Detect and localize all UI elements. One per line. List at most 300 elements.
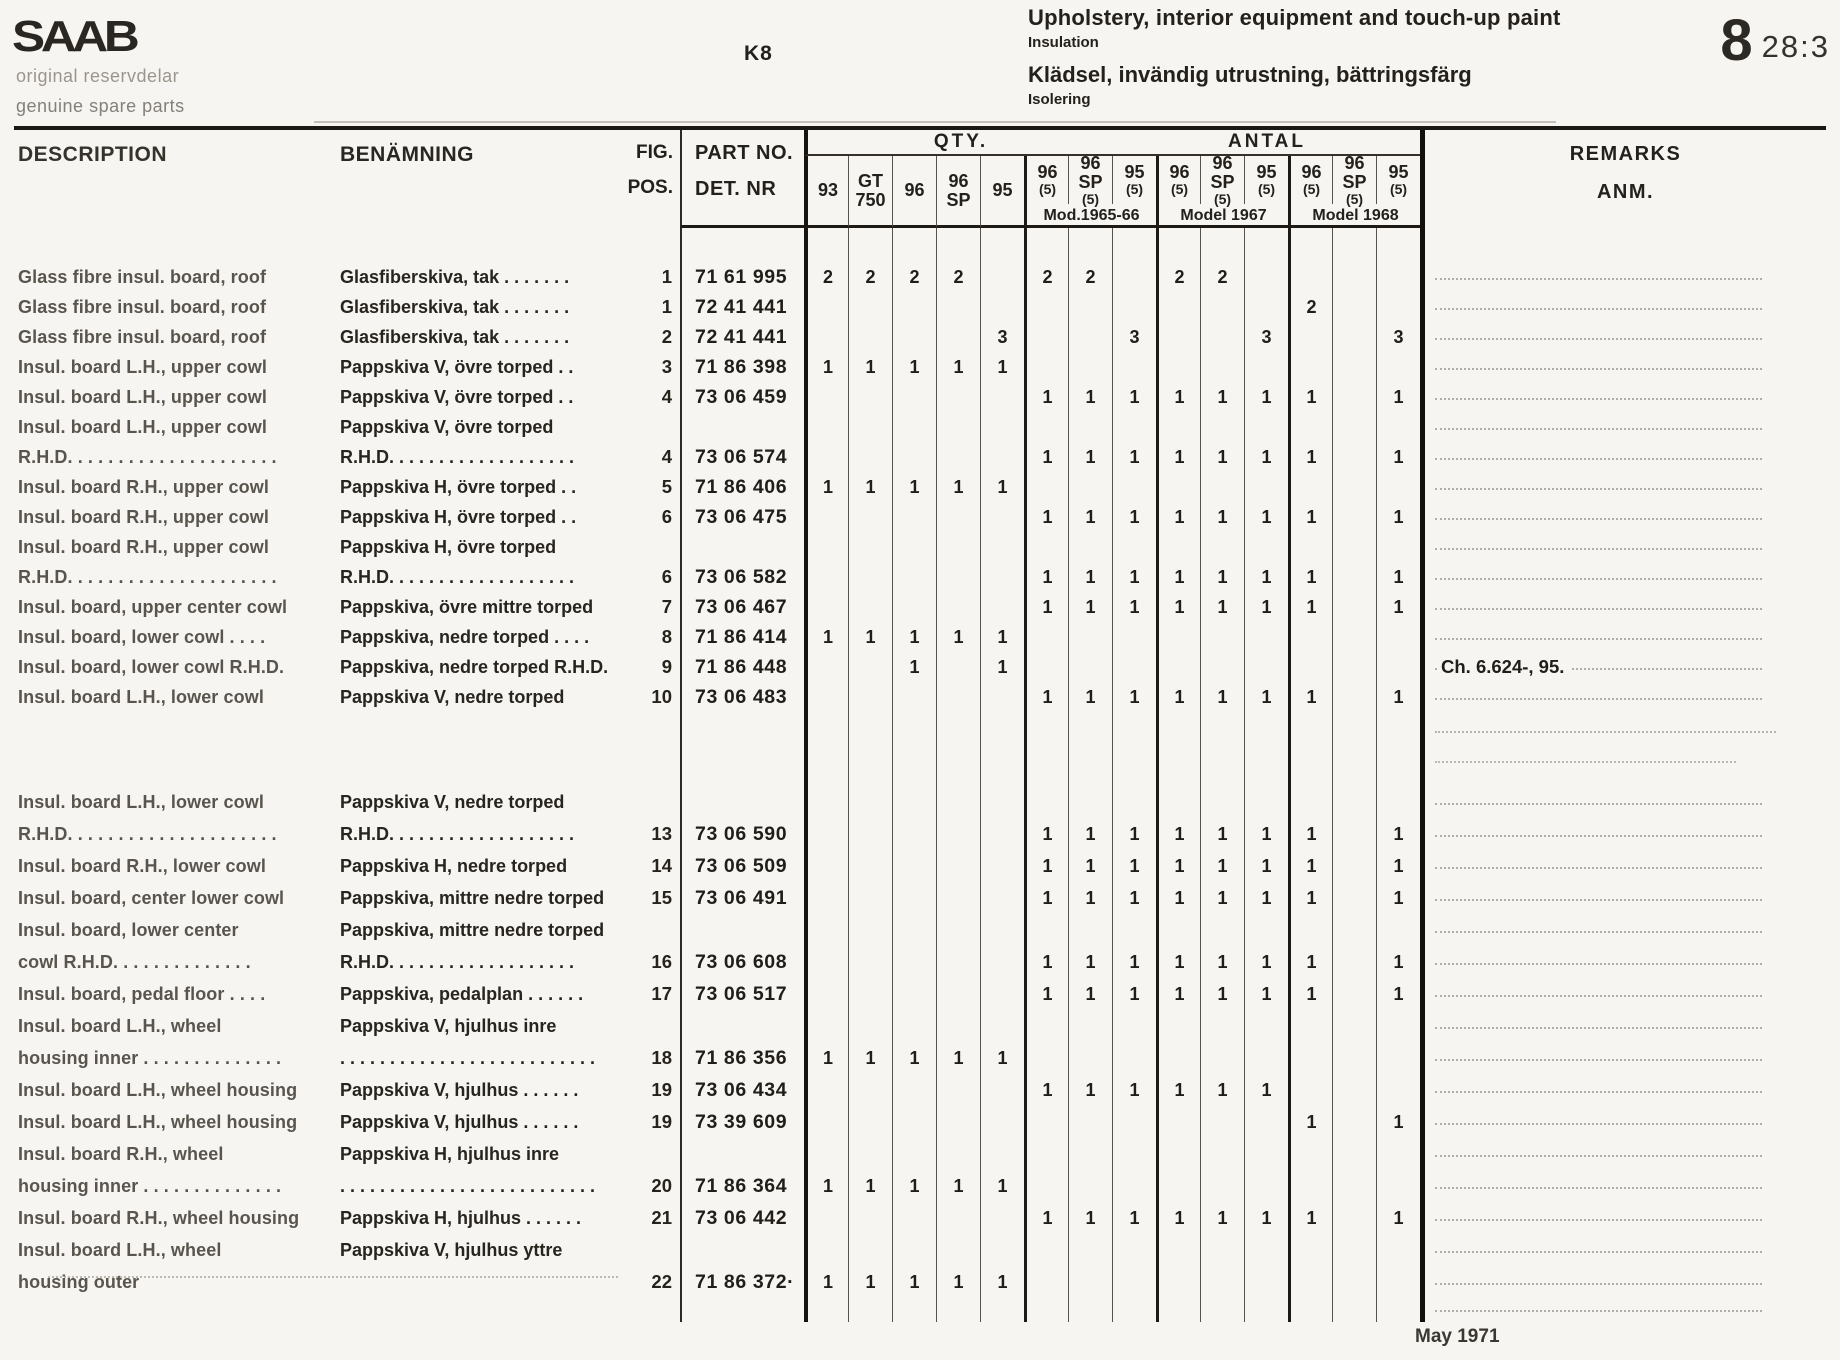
- qty-cell: [1376, 1234, 1420, 1266]
- qty-cell: [936, 532, 980, 562]
- qty-cell: [1024, 1234, 1068, 1266]
- qty-cell: 1: [1024, 442, 1068, 472]
- spacer-cell: [1156, 712, 1200, 786]
- qty-cell: [1112, 786, 1156, 818]
- qty-cell: [1332, 442, 1376, 472]
- qty-cell: [936, 292, 980, 322]
- qty-cell: 1: [1200, 818, 1244, 850]
- qty-cell: 1: [1244, 592, 1288, 622]
- spacer-cell: [1024, 228, 1068, 262]
- qty-cell: [980, 382, 1024, 412]
- qty-cell: [1156, 532, 1200, 562]
- qty-cell: 1: [1024, 382, 1068, 412]
- remarks-cell: [1420, 1010, 1826, 1042]
- qty-cell: [1376, 1010, 1420, 1042]
- description-cell: Insul. board R.H., upper cowl: [18, 476, 269, 497]
- qty-cell: [804, 382, 848, 412]
- qty-cell: 1: [1288, 946, 1332, 978]
- part-number-cell: [680, 412, 804, 442]
- part-number-cell: [680, 1234, 804, 1266]
- qty-cell: [1068, 1170, 1112, 1202]
- qty-cell: 1: [1156, 818, 1200, 850]
- part-number-cell: 73 06 517: [680, 978, 804, 1010]
- spacer-cell: [680, 228, 804, 262]
- qty-cell: 1: [1112, 818, 1156, 850]
- spacer-cell: [624, 712, 680, 786]
- remarks-cell: [1420, 262, 1826, 292]
- qty-label: QTY.: [933, 131, 989, 152]
- spacer-cell: [936, 228, 980, 262]
- spacer-cell: [1288, 228, 1332, 262]
- qty-cell: [1112, 292, 1156, 322]
- qty-cell: 1: [1112, 502, 1156, 532]
- qty-cell: [848, 1010, 892, 1042]
- qty-cell: [804, 946, 848, 978]
- spacer-cell: [624, 1298, 680, 1322]
- fig-pos-cell: 2: [661, 326, 672, 347]
- qty-cell: [1112, 1170, 1156, 1202]
- qty-cell: [804, 532, 848, 562]
- qty-cell: [1024, 1266, 1068, 1298]
- benamning-cell: Pappskiva V, hjulhus . . . . . .: [340, 1111, 579, 1132]
- model-year-group-label: Mod.1965-66: [1024, 204, 1156, 228]
- qty-cell: [1332, 592, 1376, 622]
- fig-pos-cell: 18: [651, 1047, 672, 1068]
- qty-cell: [892, 1202, 936, 1234]
- qty-cell: [1200, 322, 1244, 352]
- benamning-cell: Pappskiva H, övre torped: [340, 536, 557, 557]
- qty-cell: [1244, 532, 1288, 562]
- qty-cell: [980, 914, 1024, 946]
- qty-cell: [936, 1202, 980, 1234]
- qty-cell: [936, 592, 980, 622]
- fig-pos-cell: 13: [651, 823, 672, 844]
- qty-cell: [1332, 502, 1376, 532]
- qty-cell: [1332, 1074, 1376, 1106]
- qty-cell: [1068, 1234, 1112, 1266]
- fig-pos-column-header: [624, 130, 680, 228]
- qty-cell: [1376, 352, 1420, 382]
- part-no-column-header: [680, 130, 804, 228]
- benamning-cell: Pappskiva, övre mittre torped: [340, 596, 594, 617]
- fig-pos-cell: 6: [661, 506, 672, 527]
- remarks-cell: [1420, 914, 1826, 946]
- qty-cell: [1288, 1074, 1332, 1106]
- qty-column-header: 96: [892, 156, 936, 228]
- qty-cell: [1376, 1074, 1420, 1106]
- qty-cell: [1024, 352, 1068, 382]
- qty-cell: [936, 850, 980, 882]
- qty-cell: 1: [1200, 442, 1244, 472]
- qty-cell: [980, 786, 1024, 818]
- qty-cell: 1: [1376, 682, 1420, 712]
- qty-cell: 1: [1024, 592, 1068, 622]
- qty-cell: [1332, 1234, 1376, 1266]
- qty-cell: 1: [1068, 682, 1112, 712]
- qty-cell: 1: [1376, 978, 1420, 1010]
- qty-cell: 1: [936, 1170, 980, 1202]
- qty-cell: [1068, 914, 1112, 946]
- spacer-cell: [892, 228, 936, 262]
- qty-cell: [936, 978, 980, 1010]
- qty-cell: [980, 262, 1024, 292]
- qty-cell: 1: [1156, 502, 1200, 532]
- qty-cell: 1: [1068, 502, 1112, 532]
- description-cell: housing inner . . . . . . . . . . . . . .: [18, 1047, 282, 1068]
- qty-cell: [892, 1074, 936, 1106]
- qty-cell: 1: [1156, 592, 1200, 622]
- qty-cell: 1: [1112, 682, 1156, 712]
- qty-cell: 3: [1376, 322, 1420, 352]
- qty-cell: 1: [1288, 562, 1332, 592]
- qty-cell: 1: [1200, 562, 1244, 592]
- part-number-cell: [680, 532, 804, 562]
- qty-cell: 1: [1244, 382, 1288, 412]
- qty-cell: [1288, 1234, 1332, 1266]
- qty-cell: 1: [1068, 1202, 1112, 1234]
- spacer-cell: [1200, 1298, 1244, 1322]
- fig-pos-cell: [624, 1234, 680, 1266]
- qty-cell: [1332, 412, 1376, 442]
- spacer-cell: [1068, 228, 1112, 262]
- qty-cell: 1: [1068, 882, 1112, 914]
- remarks-cell: [1420, 472, 1826, 502]
- qty-cell: [1376, 532, 1420, 562]
- spacer-cell: [1376, 228, 1420, 262]
- qty-cell: [804, 442, 848, 472]
- qty-cell: [1200, 1266, 1244, 1298]
- qty-cell: [1332, 262, 1376, 292]
- qty-cell: 1: [1024, 1074, 1068, 1106]
- qty-cell: 1: [1376, 818, 1420, 850]
- spacer-cell: [680, 712, 804, 786]
- fig-pos-cell: 5: [661, 476, 672, 497]
- qty-cell: [804, 882, 848, 914]
- remarks-cell: [1420, 1266, 1826, 1298]
- qty-cell: 1: [1376, 442, 1420, 472]
- qty-cell: [848, 1106, 892, 1138]
- qty-cell: [1332, 622, 1376, 652]
- remarks-cell: [1420, 1170, 1826, 1202]
- qty-cell: [1332, 786, 1376, 818]
- qty-cell: [1112, 1266, 1156, 1298]
- qty-cell: [1024, 622, 1068, 652]
- qty-column-header: 96 SP: [936, 156, 980, 228]
- benamning-cell: Pappskiva V, hjulhus yttre: [340, 1239, 563, 1260]
- qty-cell: [804, 818, 848, 850]
- spacer-cell: [1024, 712, 1068, 786]
- spacer-cell: [804, 1298, 848, 1322]
- qty-cell: 1: [1156, 946, 1200, 978]
- qty-cell: [1288, 786, 1332, 818]
- qty-cell: 1: [892, 1042, 936, 1074]
- qty-column-header: 96 (5): [1024, 156, 1068, 204]
- benamning-cell: Pappskiva H, nedre torped: [340, 855, 568, 876]
- qty-cell: [804, 1138, 848, 1170]
- qty-cell: 1: [804, 1266, 848, 1298]
- qty-cell: 2: [1068, 262, 1112, 292]
- benamning-cell: [338, 1266, 624, 1298]
- qty-cell: [892, 1106, 936, 1138]
- qty-cell: 1: [980, 352, 1024, 382]
- benamning-cell: Glasfiberskiva, tak . . . . . . .: [340, 266, 570, 287]
- qty-cell: 1: [1244, 442, 1288, 472]
- qty-cell: 1: [892, 652, 936, 682]
- benamning-cell: Pappskiva V, hjulhus . . . . . .: [340, 1079, 579, 1100]
- qty-cell: [1332, 322, 1376, 352]
- part-number-cell: 73 06 442: [680, 1202, 804, 1234]
- spacer-cell: [1200, 228, 1244, 262]
- description-cell: Insul. board L.H., lower cowl: [18, 791, 264, 812]
- qty-cell: [1376, 786, 1420, 818]
- remarks-cell: [1420, 412, 1826, 442]
- benamning-cell: Pappskiva V, hjulhus inre: [340, 1015, 557, 1036]
- qty-cell: [848, 322, 892, 352]
- qty-cell: [804, 1234, 848, 1266]
- qty-cell: [892, 532, 936, 562]
- qty-cell: [1200, 412, 1244, 442]
- qty-cell: 1: [1244, 850, 1288, 882]
- benamning-cell: Pappskiva, mittre nedre torped: [340, 887, 605, 908]
- qty-cell: [1332, 914, 1376, 946]
- fig-pos-cell: [624, 786, 680, 818]
- page-number-major: 8: [1720, 8, 1753, 73]
- qty-cell: [980, 1138, 1024, 1170]
- qty-cell: 1: [804, 352, 848, 382]
- spacer-cell: [848, 712, 892, 786]
- benamning-cell: Pappskiva V, nedre torped: [340, 791, 565, 812]
- qty-cell: [804, 682, 848, 712]
- qty-cell: [892, 322, 936, 352]
- page-number-minor: 28:3: [1761, 29, 1830, 64]
- qty-cell: [1332, 1170, 1376, 1202]
- qty-cell: 1: [1376, 1106, 1420, 1138]
- qty-cell: 1: [1200, 502, 1244, 532]
- qty-cell: 2: [848, 262, 892, 292]
- qty-cell: [1112, 1106, 1156, 1138]
- qty-cell: [1200, 1138, 1244, 1170]
- page-subtitle-english: Insulation: [1028, 34, 1099, 51]
- description-cell: Glass fibre insul. board, roof: [18, 296, 267, 317]
- qty-cell: [804, 592, 848, 622]
- fig-pos-cell: 19: [651, 1079, 672, 1100]
- remarks-cell: [1420, 1138, 1826, 1170]
- qty-cell: 1: [1112, 1202, 1156, 1234]
- qty-cell: [936, 914, 980, 946]
- fig-pos-cell: 17: [651, 983, 672, 1004]
- spacer-cell: [1376, 712, 1420, 786]
- qty-cell: [1332, 850, 1376, 882]
- part-number-cell: 71 86 406: [680, 472, 804, 502]
- qty-cell: [804, 322, 848, 352]
- qty-cell: 3: [980, 322, 1024, 352]
- part-number-cell: 71 86 372·: [680, 1266, 804, 1298]
- qty-column-header: 93: [804, 156, 848, 228]
- qty-cell: [848, 1202, 892, 1234]
- qty-cell: 1: [1288, 1106, 1332, 1138]
- qty-cell: 1: [1156, 382, 1200, 412]
- qty-cell: 2: [1156, 262, 1200, 292]
- qty-cell: 1: [848, 1170, 892, 1202]
- qty-cell: [1332, 382, 1376, 412]
- qty-cell: [980, 1234, 1024, 1266]
- qty-cell: [892, 1010, 936, 1042]
- remarks-cell: [1420, 786, 1826, 818]
- qty-cell: [1024, 652, 1068, 682]
- qty-cell: [936, 412, 980, 442]
- qty-cell: 1: [1376, 1202, 1420, 1234]
- spacer-cell: [1244, 712, 1288, 786]
- spacer-cell: [1376, 1298, 1420, 1322]
- remarks-column-header: [1420, 130, 1826, 228]
- qty-cell: 1: [1112, 442, 1156, 472]
- qty-cell: [1200, 914, 1244, 946]
- benamning-cell: Pappskiva H, övre torped . .: [340, 506, 577, 527]
- remarks-cell: [1420, 592, 1826, 622]
- qty-cell: [1200, 1106, 1244, 1138]
- benamning-cell: Pappskiva V, övre torped . .: [340, 356, 574, 377]
- qty-cell: 2: [1288, 292, 1332, 322]
- qty-column-header: 96 SP (5): [1332, 156, 1376, 204]
- qty-column-header: 95: [980, 156, 1024, 228]
- qty-cell: [804, 978, 848, 1010]
- qty-cell: 1: [804, 1170, 848, 1202]
- qty-cell: 1: [1156, 682, 1200, 712]
- qty-cell: 1: [1112, 1074, 1156, 1106]
- qty-cell: [848, 946, 892, 978]
- spacer-cell: [338, 228, 624, 262]
- qty-cell: [1068, 472, 1112, 502]
- remarks-cell: [1420, 502, 1826, 532]
- qty-cell: [936, 652, 980, 682]
- description-cell: Insul. board L.H., upper cowl: [18, 416, 267, 437]
- qty-cell: 1: [1288, 1202, 1332, 1234]
- qty-cell: [1288, 1042, 1332, 1074]
- benamning-cell: Glasfiberskiva, tak . . . . . . .: [340, 326, 570, 347]
- description-cell: housing inner . . . . . . . . . . . . . .: [18, 1175, 282, 1196]
- part-number-cell: 73 06 434: [680, 1074, 804, 1106]
- benamning-cell: Pappskiva H, hjulhus . . . . . .: [340, 1207, 582, 1228]
- page-subtitle-swedish: Isolering: [1028, 91, 1091, 108]
- qty-cell: 1: [1376, 946, 1420, 978]
- qty-cell: [892, 682, 936, 712]
- qty-cell: [1068, 652, 1112, 682]
- qty-cell: [1244, 472, 1288, 502]
- spacer-cell: [936, 712, 980, 786]
- part-number-cell: 73 06 467: [680, 592, 804, 622]
- remarks-cell: [1420, 1106, 1826, 1138]
- fig-pos-cell: 1: [661, 296, 672, 317]
- qty-cell: [1288, 412, 1332, 442]
- qty-cell: [936, 502, 980, 532]
- qty-cell: [1156, 622, 1200, 652]
- fig-pos-cell: 9: [661, 656, 672, 677]
- qty-cell: [1376, 412, 1420, 442]
- qty-cell: [804, 292, 848, 322]
- part-number-cell: 73 06 491: [680, 882, 804, 914]
- qty-cell: [1288, 1138, 1332, 1170]
- benamning-cell: Pappskiva, nedre torped . . . .: [340, 626, 590, 647]
- qty-cell: [848, 786, 892, 818]
- qty-cell: [1288, 1010, 1332, 1042]
- remarks-cell: [1420, 1074, 1826, 1106]
- qty-cell: 1: [1068, 442, 1112, 472]
- part-number-cell: 71 86 414: [680, 622, 804, 652]
- part-number-cell: [680, 1138, 804, 1170]
- part-number-cell: 72 41 441: [680, 322, 804, 352]
- qty-cell: 1: [1244, 1074, 1288, 1106]
- part-number-cell: 73 06 509: [680, 850, 804, 882]
- qty-cell: [804, 412, 848, 442]
- qty-cell: [1156, 292, 1200, 322]
- qty-antal-band: [804, 130, 1420, 156]
- qty-cell: [1112, 1234, 1156, 1266]
- fig-pos-cell: 7: [661, 596, 672, 617]
- qty-cell: 1: [892, 622, 936, 652]
- qty-cell: [1376, 1170, 1420, 1202]
- description-cell: Insul. board R.H., lower cowl: [18, 855, 266, 876]
- qty-cell: 1: [980, 1042, 1024, 1074]
- spacer-cell: [1068, 1298, 1112, 1322]
- qty-cell: [1332, 978, 1376, 1010]
- qty-cell: 1: [1376, 562, 1420, 592]
- qty-cell: [1068, 1010, 1112, 1042]
- qty-cell: [848, 652, 892, 682]
- qty-cell: 1: [1156, 978, 1200, 1010]
- qty-cell: 1: [1156, 442, 1200, 472]
- qty-cell: [1112, 1042, 1156, 1074]
- qty-cell: 1: [1376, 502, 1420, 532]
- qty-cell: [936, 1010, 980, 1042]
- qty-cell: [1156, 1234, 1200, 1266]
- spacer-cell: [1332, 712, 1376, 786]
- qty-cell: [1244, 262, 1288, 292]
- fig-pos-cell: 4: [661, 446, 672, 467]
- qty-cell: [1376, 472, 1420, 502]
- qty-cell: [1112, 1138, 1156, 1170]
- benamning-cell: Pappskiva V, nedre torped: [340, 686, 565, 707]
- qty-cell: 1: [1200, 682, 1244, 712]
- qty-cell: [936, 882, 980, 914]
- qty-cell: [936, 1074, 980, 1106]
- qty-cell: [1200, 1010, 1244, 1042]
- qty-cell: [1332, 1202, 1376, 1234]
- qty-cell: [892, 882, 936, 914]
- qty-cell: [1244, 1266, 1288, 1298]
- part-number-cell: [680, 1010, 804, 1042]
- qty-cell: [1332, 562, 1376, 592]
- qty-cell: [804, 1074, 848, 1106]
- qty-cell: 1: [1376, 850, 1420, 882]
- benamning-cell: Pappskiva, pedalplan . . . . . .: [340, 983, 584, 1004]
- qty-cell: [1244, 1106, 1288, 1138]
- qty-cell: [1332, 818, 1376, 850]
- qty-cell: [1156, 352, 1200, 382]
- qty-cell: 1: [848, 352, 892, 382]
- description-cell: Insul. board, pedal floor . . . .: [18, 983, 266, 1004]
- fig-pos-cell: 6: [661, 566, 672, 587]
- qty-cell: [1288, 1170, 1332, 1202]
- qty-cell: 1: [1024, 502, 1068, 532]
- qty-cell: [936, 562, 980, 592]
- fig-pos-cell: 8: [661, 626, 672, 647]
- part-number-cell: 71 61 995: [680, 262, 804, 292]
- qty-cell: 1: [1068, 850, 1112, 882]
- benamning-cell: Pappskiva, nedre torped R.H.D.: [340, 656, 609, 677]
- qty-cell: [1244, 652, 1288, 682]
- fig-pos-cell: 16: [651, 951, 672, 972]
- qty-cell: [1112, 532, 1156, 562]
